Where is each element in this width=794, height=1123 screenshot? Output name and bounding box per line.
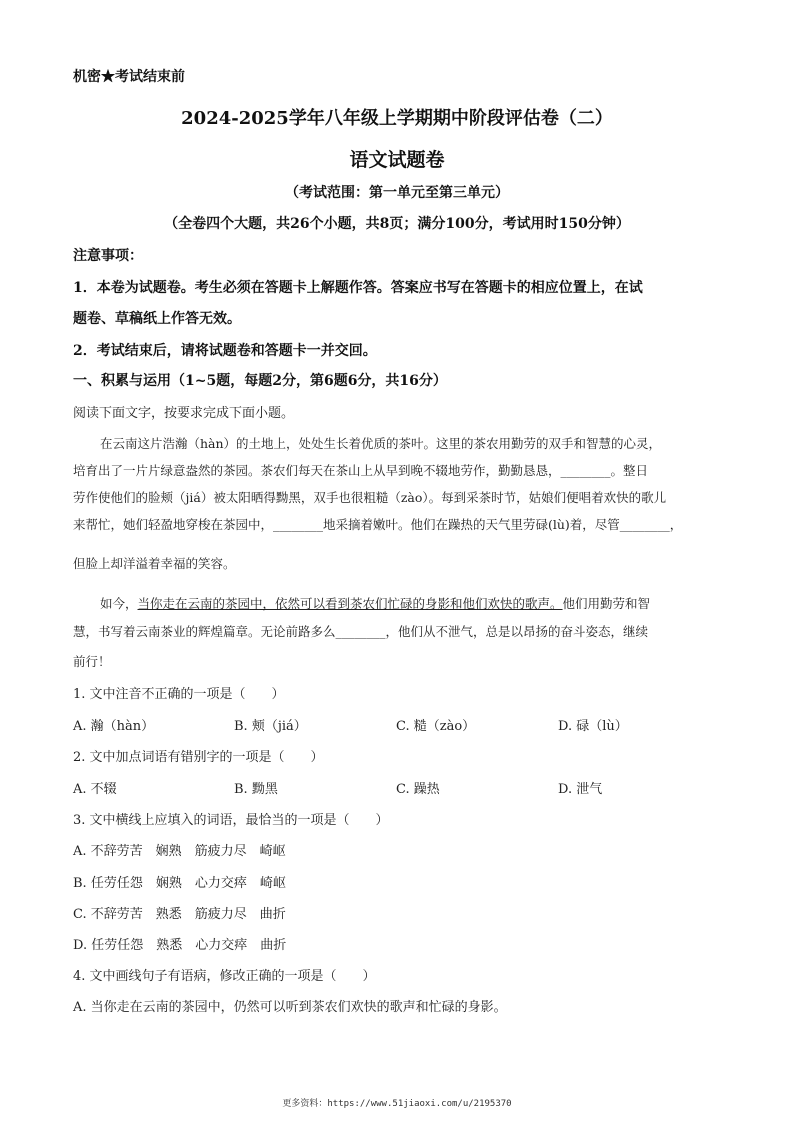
q2-option-c: C. 躁热 [396, 782, 440, 797]
q3-option-b: B. 任劳任怨 娴熟 心力交瘁 崎岖 [73, 876, 286, 891]
exam-scope: （考试范围：第一单元至第三单元） [285, 185, 509, 201]
passage-line-2: 培育出了一片片绿意盎然的茶园。茶农们每天在茶山上从早到晚不辍地劳作，勤勤恳恳，________。整日 [73, 463, 649, 478]
q1-option-a: A. 瀚（hàn） [73, 719, 155, 734]
section-1-instruction: 阅读下面文字，按要求完成下面小题。 [73, 406, 295, 421]
q3-option-c: C. 不辞劳苦 熟悉 筋疲力尽 曲折 [73, 907, 286, 922]
q2-option-b: B. 黝黑 [234, 782, 278, 797]
q3-option-d: D. 任劳任怨 熟悉 心力交瘁 曲折 [73, 938, 287, 953]
underlined-sentence: 当你走在云南的茶园中，依然可以看到茶农们忙碌的身影和他们欢快的歌声。 [137, 596, 563, 611]
q4-option-a: A. 当你走在云南的茶园中，仍然可以听到茶农们欢快的歌声和忙碌的身影。 [73, 1000, 507, 1015]
passage-line-5: 但脸上却洋溢着幸福的笑容。 [73, 556, 236, 571]
notice-item-1-line-2: 题卷、草稿纸上作答无效。 [73, 311, 241, 327]
passage-line-1: 在云南这片浩瀚（hàn）的土地上，处处生长着优质的茶叶。这里的茶农用勤劳的双手和智慧的心灵， [100, 436, 662, 451]
footer-link[interactable]: 更多资料：https://www.51jiaoxi.com/u/2195370 [282, 1099, 512, 1109]
passage-line-4: 来帮忙，她们轻盈地穿梭在茶园中，________地采摘着嫩叶。他们在躁热的天气里劳碌(lù)着，尽管________， [73, 517, 683, 532]
notice-item-1-line-1: 1．本卷为试题卷。考生必须在答题卡上解题作答。答案应书写在答题卡的相应位置上，在试 [73, 280, 643, 296]
passage-p2-prefix: 如今， [100, 596, 138, 611]
q2-option-a: A. 不辍 [73, 782, 117, 797]
passage-p2-line-1 [100, 594, 650, 612]
q1-option-d: D. 碌（lù） [558, 719, 628, 734]
question-1-stem: 1. 文中注音不正确的一项是（ ） [73, 687, 285, 702]
notice-heading: 注意事项： [73, 248, 143, 264]
exam-title: 2024-2025学年八年级上学期期中阶段评估卷（二） [181, 108, 613, 129]
passage-p2-line-3: 前行！ [73, 654, 111, 669]
q2-option-d: D. 泄气 [558, 782, 603, 797]
exam-info: （全卷四个大题，共26个小题，共8页；满分100分，考试用时150分钟） [164, 216, 630, 232]
notice-item-2: 2．考试结束后，请将试题卷和答题卡一并交回。 [73, 343, 377, 359]
q1-option-c: C. 糙（zào） [396, 719, 476, 734]
question-4-stem: 4. 文中画线句子有语病，修改正确的一项是（ ） [73, 969, 376, 984]
question-3-stem: 3. 文中横线上应填入的词语，最恰当的一项是（ ） [73, 813, 389, 828]
passage-p2-line-2: 慧，书写着云南茶业的辉煌篇章。无论前路多么________，他们从不泄气，总是以昂扬的奋斗姿态，继续 [73, 624, 649, 639]
exam-subtitle: 语文试题卷 [349, 149, 445, 171]
q1-option-b: B. 颊（jiá） [234, 719, 307, 734]
question-2-stem: 2. 文中加点词语有错别字的一项是（ ） [73, 750, 324, 765]
q3-option-a: A. 不辞劳苦 娴熟 筋疲力尽 崎岖 [73, 844, 286, 859]
section-1-heading: 一、积累与运用（1~5题，每题2分，第6题6分，共16分） [73, 373, 447, 389]
confidential-mark: 机密★考试结束前 [73, 69, 185, 85]
passage-p2-suffix: 他们用勤劳和智 [562, 596, 651, 611]
passage-line-3: 劳作使他们的脸颊（jiá）被太阳晒得黝黑，双手也很粗糙（zào）。每到采茶时节，姑娘们便唱着欢快的歌儿 [73, 490, 667, 505]
